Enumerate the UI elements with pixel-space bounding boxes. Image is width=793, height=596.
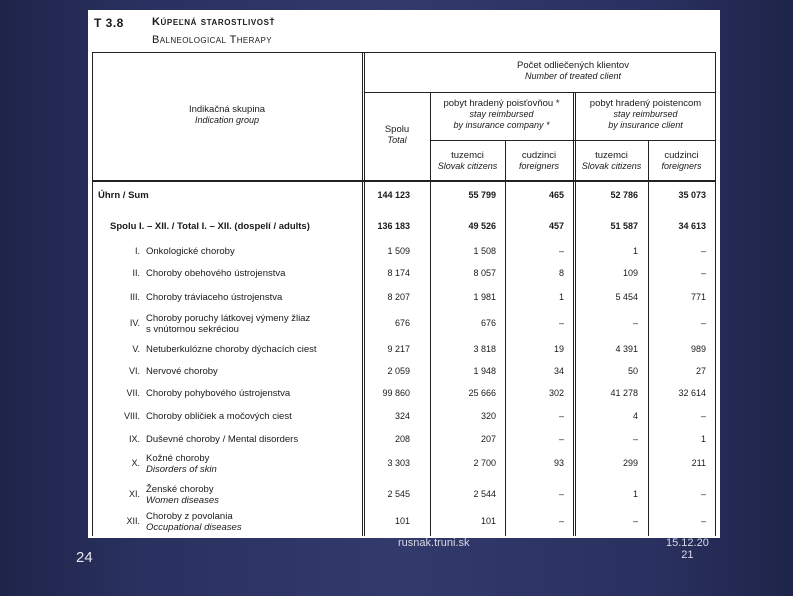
total-header: Spolu Total bbox=[384, 124, 410, 145]
cell-i-for: 457 bbox=[548, 221, 564, 231]
row-label: Choroby poruchy látkovej výmeny žliaz s vnútornou sekréciou bbox=[146, 313, 311, 335]
client-paid-header: pobyt hradený poistencom stay reimbursed by insurance client bbox=[589, 98, 702, 130]
cell-c-dom: – bbox=[632, 516, 638, 526]
row-label: Choroby obehového ústrojenstva bbox=[146, 268, 286, 279]
cell-i-dom: 25 666 bbox=[468, 388, 496, 398]
cell-i-dom: 3 818 bbox=[473, 344, 496, 354]
row-label: Nervové choroby bbox=[146, 366, 218, 377]
client-foreign-header: cudzinci foreigners bbox=[661, 150, 702, 171]
cell-i-for: – bbox=[558, 246, 564, 256]
cell-i-dom: 207 bbox=[480, 434, 496, 444]
cell-c-dom: – bbox=[632, 318, 638, 328]
cell-i-for: 34 bbox=[553, 366, 564, 376]
cell-i-for: 93 bbox=[553, 458, 564, 468]
cell-c-for: – bbox=[700, 489, 706, 499]
cell-total: 3 303 bbox=[387, 458, 410, 468]
cell-total: 2 059 bbox=[387, 366, 410, 376]
row-label: Choroby z povolania Occupational diseases bbox=[146, 511, 242, 533]
cell-i-for: 1 bbox=[558, 292, 564, 302]
cell-total: 144 123 bbox=[377, 190, 410, 200]
row-label: Choroby obličiek a močových ciest bbox=[146, 411, 292, 422]
row-label: Duševné choroby / Mental disorders bbox=[146, 434, 299, 445]
row-number: XII. bbox=[126, 516, 140, 526]
row-label: Onkologické choroby bbox=[146, 246, 235, 257]
row-number: VIII. bbox=[123, 411, 140, 421]
cell-i-for: 8 bbox=[558, 268, 564, 278]
cell-total: 8 207 bbox=[387, 292, 410, 302]
cell-c-dom: 50 bbox=[627, 366, 638, 376]
table-title: Kúpeľná starostlivosť bbox=[152, 16, 276, 28]
slide-number: 24 bbox=[76, 549, 93, 566]
row-number: V. bbox=[132, 344, 140, 354]
cell-total: 676 bbox=[394, 318, 410, 328]
cell-i-for: – bbox=[558, 411, 564, 421]
row-number: IV. bbox=[129, 318, 140, 328]
cell-c-dom: 1 bbox=[632, 246, 638, 256]
clients-header: Počet odliečených klientov Number of treated client bbox=[517, 60, 629, 81]
cell-c-for: 771 bbox=[690, 292, 706, 302]
cell-i-dom: 1 508 bbox=[473, 246, 496, 256]
row-label: Kožné choroby Disorders of skin bbox=[146, 453, 217, 475]
cell-i-dom: 2 700 bbox=[473, 458, 496, 468]
cell-i-dom: 1 981 bbox=[473, 292, 496, 302]
row-number: IX. bbox=[128, 434, 140, 444]
cell-total: 8 174 bbox=[387, 268, 410, 278]
row-number: VII. bbox=[126, 388, 140, 398]
cell-c-for: – bbox=[700, 318, 706, 328]
row-number: VI. bbox=[128, 366, 140, 376]
cell-total: 9 217 bbox=[387, 344, 410, 354]
cell-total: 99 860 bbox=[382, 388, 410, 398]
cell-c-dom: 5 454 bbox=[615, 292, 638, 302]
cell-c-for: 989 bbox=[690, 344, 706, 354]
group-header: Indikačná skupina Indication group bbox=[188, 104, 266, 125]
insurer-foreign-header: cudzinci foreigners bbox=[518, 150, 560, 171]
row-label: Netuberkulózne choroby dýchacích ciest bbox=[146, 344, 317, 355]
data-table bbox=[92, 52, 716, 536]
cell-i-for: – bbox=[558, 516, 564, 526]
row-label: Choroby pohybového ústrojenstva bbox=[146, 388, 291, 399]
cell-total: 1 509 bbox=[387, 246, 410, 256]
row-number: II. bbox=[132, 268, 140, 278]
client-domestic-header: tuzemci Slovak citizens bbox=[581, 150, 642, 171]
row-label: Spolu I. – XII. / Total I. – XII. (dospelí / adults) bbox=[110, 221, 310, 232]
cell-c-for: 211 bbox=[691, 458, 706, 468]
cell-c-for: – bbox=[700, 411, 706, 421]
cell-i-dom: 2 544 bbox=[473, 489, 496, 499]
cell-total: 324 bbox=[394, 411, 410, 421]
cell-i-for: – bbox=[558, 318, 564, 328]
cell-c-dom: 52 786 bbox=[610, 190, 638, 200]
cell-c-dom: 51 587 bbox=[610, 221, 638, 231]
footer-date: 15.12.20 21 bbox=[666, 537, 709, 561]
cell-i-dom: 676 bbox=[480, 318, 496, 328]
document-page bbox=[88, 10, 720, 538]
row-number: X. bbox=[131, 458, 140, 468]
cell-i-dom: 101 bbox=[480, 516, 496, 526]
cell-total: 2 545 bbox=[387, 489, 410, 499]
cell-total: 136 183 bbox=[377, 221, 410, 231]
row-number: III. bbox=[129, 292, 140, 302]
cell-i-dom: 55 799 bbox=[468, 190, 496, 200]
cell-c-dom: 4 391 bbox=[615, 344, 638, 354]
table-subtitle: Balneological Therapy bbox=[152, 34, 273, 46]
cell-total: 101 bbox=[394, 516, 410, 526]
insurer-domestic-header: tuzemci Slovak citizens bbox=[437, 150, 498, 171]
row-number: I. bbox=[134, 246, 140, 256]
row-label: Úhrn / Sum bbox=[98, 190, 149, 201]
cell-c-for: 27 bbox=[695, 366, 706, 376]
cell-c-dom: 109 bbox=[622, 268, 638, 278]
cell-c-dom: 1 bbox=[632, 489, 638, 499]
cell-i-for: 302 bbox=[548, 388, 564, 398]
cell-c-dom: 299 bbox=[622, 458, 638, 468]
table-code: T 3.8 bbox=[94, 16, 124, 30]
cell-i-dom: 49 526 bbox=[468, 221, 496, 231]
cell-c-for: – bbox=[700, 516, 706, 526]
cell-i-for: – bbox=[558, 434, 564, 444]
row-label: Choroby tráviaceho ústrojenstva bbox=[146, 292, 283, 303]
row-label: Ženské choroby Women diseases bbox=[146, 484, 219, 506]
cell-c-for: 34 613 bbox=[678, 221, 706, 231]
cell-c-dom: 41 278 bbox=[610, 388, 638, 398]
cell-i-dom: 320 bbox=[480, 411, 496, 421]
cell-i-dom: 1 948 bbox=[473, 366, 496, 376]
row-number: XI. bbox=[128, 489, 140, 499]
cell-total: 208 bbox=[394, 434, 410, 444]
cell-c-for: 1 bbox=[700, 434, 706, 444]
cell-i-for: 465 bbox=[548, 190, 564, 200]
cell-c-dom: 4 bbox=[632, 411, 638, 421]
insurer-paid-header: pobyt hradený poisťovňou * stay reimbursed by insurance company * bbox=[443, 98, 560, 130]
cell-c-for: – bbox=[700, 246, 706, 256]
cell-c-for: 35 073 bbox=[678, 190, 706, 200]
cell-i-for: – bbox=[558, 489, 564, 499]
cell-c-for: 32 614 bbox=[678, 388, 706, 398]
cell-c-for: – bbox=[700, 268, 706, 278]
cell-i-for: 19 bbox=[553, 344, 564, 354]
footer-source: rusnak.truni.sk bbox=[398, 537, 470, 549]
cell-c-dom: – bbox=[632, 434, 638, 444]
cell-i-dom: 8 057 bbox=[473, 268, 496, 278]
